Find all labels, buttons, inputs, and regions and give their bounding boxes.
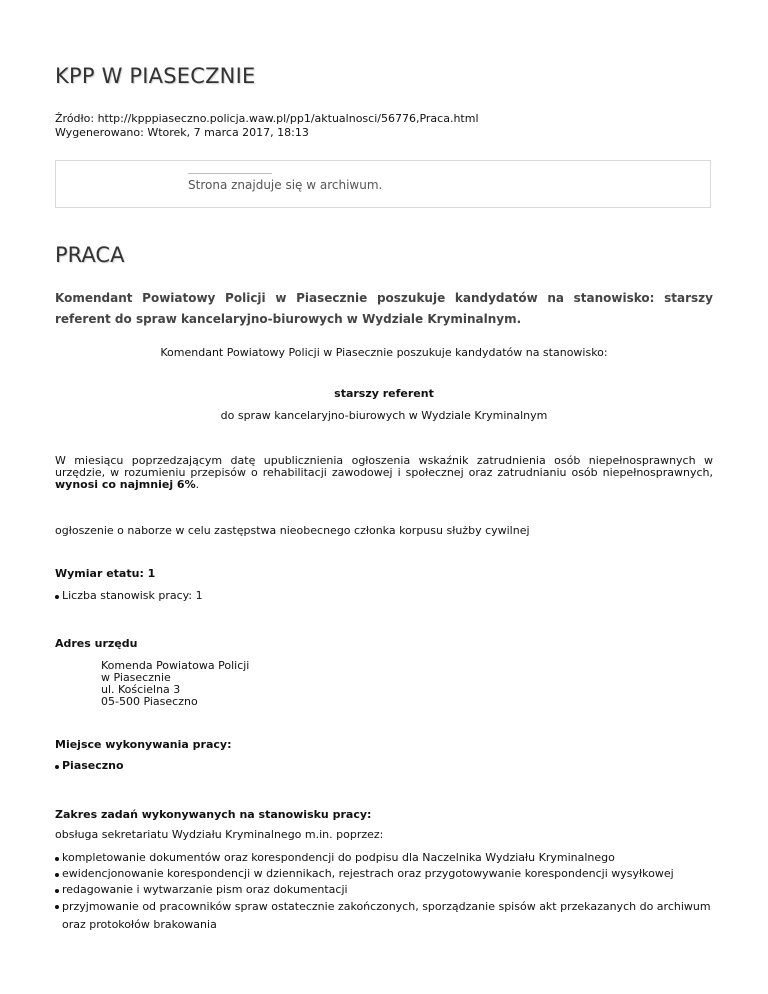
workplace-list <box>55 758 124 774</box>
disability-notice-text: W miesiącu poprzedzającym datę upublicznienia ogłoszenia wskaźnik zatrudnienia osób niepełnosprawnych w urzędzie, w rozumieniu przepisów o rehabilitacji zawodowej i społecznej oraz zatrudnianiu osób niepełnosprawnych, <box>55 454 713 479</box>
archive-notice-box <box>55 160 711 208</box>
site-title: KPP W PIASECZNIE <box>55 64 256 88</box>
substitution-notice: ogłoszenie o naborze w celu zastępstwa nieobecnego członka korpusu służby cywilnej <box>55 524 530 537</box>
disability-notice-end: . <box>195 478 200 491</box>
address-line: Komenda Powiatowa Policji <box>101 659 250 672</box>
list-item: przyjmowanie od pracowników spraw ostatecznie zakończonych, sporządzanie spisów akt przekazanych do archiwum oraz protokołów brakowania <box>55 898 713 934</box>
archive-notice: Strona znajduje się w archiwum. <box>188 178 383 192</box>
archive-divider <box>188 173 272 174</box>
duties-heading: Zakres zadań wykonywanych na stanowisku pracy: <box>55 808 372 821</box>
list-item: Liczba stanowisk pracy: 1 <box>55 588 203 604</box>
intro-line: Komendant Powiatowy Policji w Piasecznie poszukuje kandydatów na stanowisko: <box>160 346 608 359</box>
position-subtitle: do spraw kancelaryjno-biurowych w Wydziale Kryminalnym <box>220 409 548 422</box>
list-item: Piaseczno <box>55 758 124 774</box>
document-meta <box>55 112 479 140</box>
section-title: PRACA <box>55 243 125 267</box>
office-address <box>101 660 249 708</box>
position-title: starszy referent <box>334 387 434 400</box>
workplace-heading: Miejsce wykonywania pracy: <box>55 738 232 751</box>
office-address-heading: Adres urzędu <box>55 637 138 650</box>
lead-paragraph: Komendant Powiatowy Policji w Piasecznie poszukuje kandydatów na stanowisko: starszy referent do spraw kancelaryjno-biurowych w Wydziale Kryminalnym. <box>55 291 713 326</box>
employment-heading: Wymiar etatu: 1 <box>55 567 156 580</box>
address-line: w Piasecznie <box>101 671 171 684</box>
list-item: ewidencjonowanie korespondencji w dziennikach, rejestrach oraz przygotowywanie korespondencji wysyłkowej <box>55 866 713 882</box>
disability-notice-emphasis: wynosi co najmniej 6% <box>55 478 196 491</box>
disability-notice <box>55 455 713 491</box>
duties-list <box>55 850 713 934</box>
list-item: redagowanie i wytwarzanie pism oraz dokumentacji <box>55 882 713 898</box>
address-line: ul. Kościelna 3 <box>101 683 181 696</box>
duties-intro: obsługa sekretariatu Wydziału Kryminalnego m.in. poprzez: <box>55 828 384 841</box>
source-line: Źródło: http://kpppiaseczno.policja.waw.pl/pp1/aktualnosci/56776,Praca.html <box>55 112 479 125</box>
list-item: kompletowanie dokumentów oraz korespondencji do podpisu dla Naczelnika Wydziału Kryminalnego <box>55 850 713 866</box>
address-line: 05-500 Piaseczno <box>101 695 198 708</box>
generated-line: Wygenerowano: Wtorek, 7 marca 2017, 18:13 <box>55 126 309 139</box>
employment-list <box>55 588 203 604</box>
